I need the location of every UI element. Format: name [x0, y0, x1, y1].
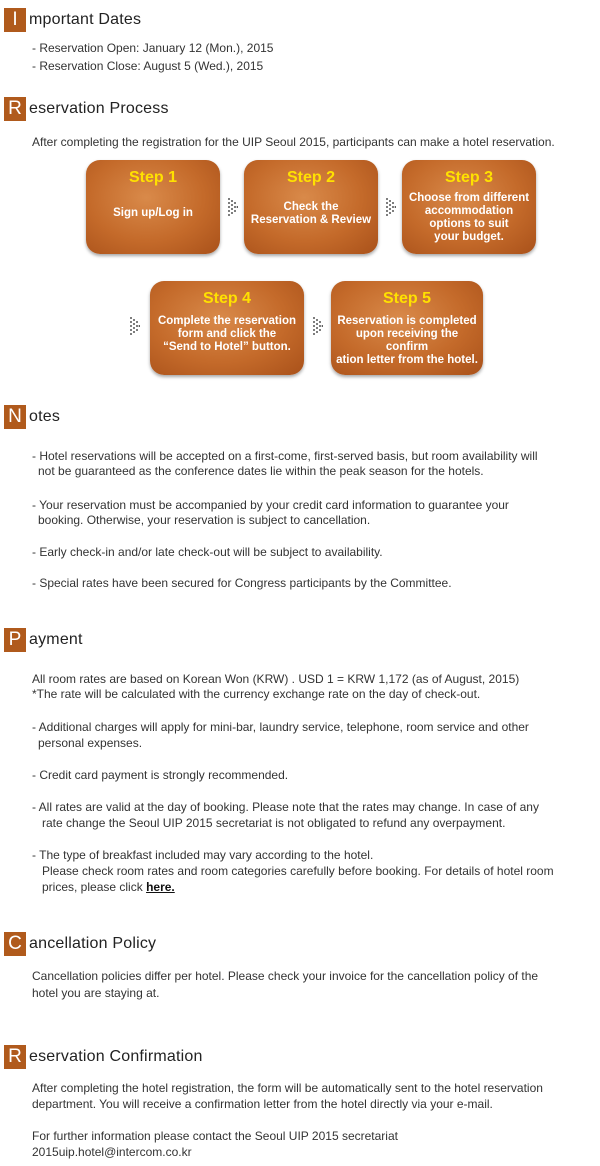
step-title: Step 5: [382, 290, 431, 307]
step-line: Reservation is completed: [337, 315, 477, 327]
step-line: form and click the: [177, 328, 277, 340]
hotel-prices-link[interactable]: here.: [146, 880, 175, 894]
step-line: Choose from different: [408, 192, 530, 204]
step-1-box: [86, 160, 220, 254]
payment-1-line-2: personal expenses.: [38, 736, 143, 750]
step-line: Reservation & Review: [250, 214, 372, 226]
rate-line: All room rates are based on Korean Won (KRW) . USD 1 = KRW 1,172 (as of August, 2015): [32, 672, 520, 686]
breakfast-line-1: - The type of breakfast included may vary according to the hotel.: [32, 848, 374, 862]
step-title: Step 4: [202, 290, 251, 307]
chevron-right-icon: [313, 316, 323, 336]
note-4: - Special rates have been secured for Congress participants by the Committee.: [32, 576, 452, 590]
step-text: [335, 315, 479, 367]
heading-initial: R: [4, 1045, 26, 1069]
payment-3-line-1: - All rates are valid at the day of booking. Please note that the rates may change. In case of any: [32, 800, 539, 814]
breakfast-line-3: [32, 879, 175, 895]
step-line: upon receiving the confirm: [355, 328, 459, 353]
step-title: Step 3: [444, 169, 493, 186]
chevron-right-icon: [130, 316, 140, 336]
date-close: - Reservation Close: August 5 (Wed.), 2015: [32, 59, 264, 73]
step-line: accommodation: [424, 205, 514, 217]
heading-initial: R: [4, 97, 26, 121]
important-dates-heading: [4, 8, 141, 32]
note-1-line-1: - Hotel reservations will be accepted on a first-come, first-served basis, but room availability will: [32, 449, 538, 463]
heading-text: ancellation Policy: [29, 935, 157, 952]
payment-1-line-1: - Additional charges will apply for mini-bar, laundry service, telephone, room service and other: [32, 720, 529, 734]
date-open: - Reservation Open: January 12 (Mon.), 2015: [32, 41, 274, 55]
heading-text: otes: [29, 408, 61, 425]
cancellation-heading: [4, 932, 156, 956]
chevron-right-icon: [386, 197, 396, 217]
payment-2: - Credit card payment is strongly recommended.: [32, 768, 289, 782]
rate-note: *The rate will be calculated with the currency exchange rate on the day of check-out.: [32, 687, 481, 701]
step-line: options to suit: [429, 218, 509, 230]
confirmation-line-1: After completing the hotel registration, the form will be automatically sent to the hotel reservation: [32, 1081, 543, 1095]
step-2-box: [244, 160, 378, 254]
confirmation-heading: [4, 1045, 203, 1069]
note-2-line-2: booking. Otherwise, your reservation is subject to cancellation.: [38, 513, 371, 527]
step-5-box: [331, 281, 483, 375]
heading-text: eservation Process: [29, 100, 169, 117]
step-line: Complete the reservation: [157, 315, 297, 327]
contact-email[interactable]: 2015uip.hotel@intercom.co.kr: [32, 1145, 192, 1159]
step-line: Sign up/Log in: [113, 207, 193, 219]
heading-initial: I: [4, 8, 26, 32]
step-line: ation letter from the hotel.: [336, 354, 478, 366]
step-line: your budget.: [434, 231, 504, 243]
notes-heading: [4, 405, 60, 429]
heading-text: eservation Confirmation: [29, 1048, 203, 1065]
heading-text: ayment: [29, 631, 83, 648]
breakfast-line-2: Please check room rates and room categories carefully before booking. For details of hotel room: [42, 864, 554, 878]
step-3-box: [402, 160, 536, 254]
heading-text: mportant Dates: [29, 11, 142, 28]
step-title: Step 1: [128, 169, 177, 186]
payment-heading: [4, 628, 83, 652]
step-text: [406, 192, 532, 244]
cancellation-line-1: Cancellation policies differ per hotel. Please check your invoice for the cancellation policy of the: [32, 969, 539, 983]
heading-initial: P: [4, 628, 26, 652]
reservation-process-heading: [4, 97, 169, 121]
payment-3-line-2: rate change the Seoul UIP 2015 secretariat is not obligated to refund any overpayment.: [42, 816, 506, 830]
step-title: Step 2: [286, 169, 335, 186]
step-text: [248, 201, 374, 227]
step-line: Check the: [283, 201, 339, 213]
contact-line: For further information please contact the Seoul UIP 2015 secretariat: [32, 1129, 398, 1143]
heading-initial: C: [4, 932, 26, 956]
breakfast-line-3-text: prices, please click: [42, 880, 143, 894]
note-2-line-1: - Your reservation must be accompanied by your credit card information to guarantee your: [32, 498, 509, 512]
confirmation-line-2: department. You will receive a confirmation letter from the hotel directly via your e-mail.: [32, 1097, 493, 1111]
step-4-box: [150, 281, 304, 375]
note-1-line-2: not be guaranteed as the conference dates lie within the peak season for the hotels.: [38, 464, 484, 478]
chevron-right-icon: [228, 197, 238, 217]
step-line: “Send to Hotel” button.: [163, 341, 291, 353]
step-text: [90, 207, 216, 220]
heading-initial: N: [4, 405, 26, 429]
process-intro: After completing the registration for the UIP Seoul 2015, participants can make a hotel reservation.: [32, 135, 555, 149]
cancellation-line-2: hotel you are staying at.: [32, 986, 160, 1000]
step-text: [154, 315, 300, 354]
note-3: - Early check-in and/or late check-out will be subject to availability.: [32, 545, 383, 559]
